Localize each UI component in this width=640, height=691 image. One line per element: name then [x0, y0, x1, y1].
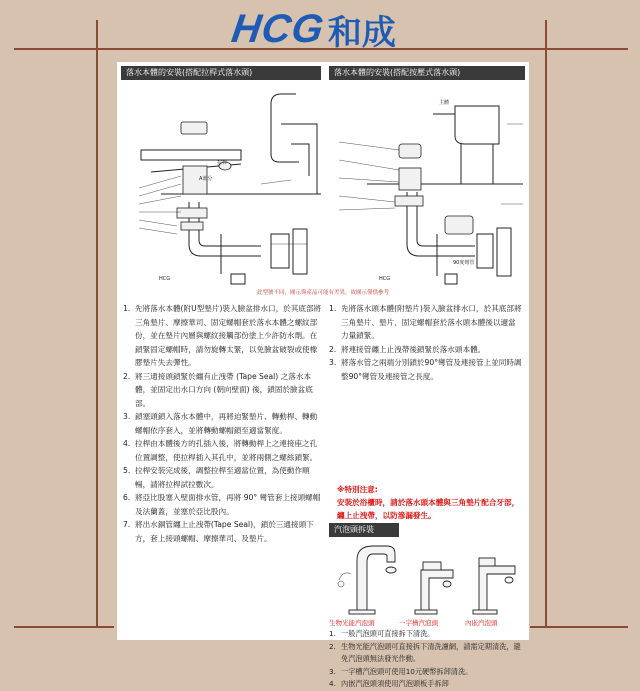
right-section-header: 落水本體的安裝(搭配按壓式落水頭) — [329, 66, 525, 80]
left-install-steps — [123, 302, 323, 545]
step-text: 將出水銅管纏上止洩帶(Tape Seal)，鎖於三通接頭下方，套上接頭螺帽、摩擦華司、及墊片。 — [135, 520, 314, 543]
brand-logo — [228, 6, 396, 53]
left-step-5 — [123, 464, 323, 491]
step-text: 拉桿安裝完成後，調整拉桿至適當位置，為使動作順暢，請將拉桿試拉數次。 — [135, 466, 310, 489]
step-text: 生物光能汽泡頭可直接拆下清洗濾網，請需定期清洗，避免汽泡頭無法發光作動。 — [341, 641, 521, 663]
left-step-3 — [123, 410, 323, 437]
left-step-4 — [123, 437, 323, 464]
right-step-2 — [329, 343, 523, 357]
step-number: 3. — [123, 412, 131, 421]
step-text: 一字槽汽泡頭可使用10元硬幣拆卸清洗。 — [341, 666, 473, 676]
step-text: 內嵌汽泡頭須使用汽泡頭板手拆卸 — [341, 679, 449, 688]
step-number: 2. — [329, 641, 336, 651]
right-step-3 — [329, 356, 523, 383]
left-step-2 — [123, 370, 323, 411]
step-text: 一般汽泡頭可直接拆下清洗。 — [341, 629, 435, 638]
step-text: 將落水管之兩端分別鎖於90°彎管及連接管上並同時調整90°彎管及連接管之長度。 — [341, 358, 522, 381]
aerator-label-bio: 生物光能汽泡頭 — [329, 619, 375, 627]
lift-rod-drain-diagram — [121, 84, 325, 286]
decor-line-bottom-left — [14, 626, 114, 628]
left-section-header: 落水本體的安裝(搭配拉桿式落水頭) — [121, 66, 321, 80]
label-lift-rod: 拉桿 — [217, 160, 228, 166]
step-number: 1. — [329, 629, 336, 638]
decor-line-right-vertical — [545, 20, 547, 628]
brand-logo-latin: HCG — [228, 6, 328, 51]
decor-line-left-vertical — [96, 20, 98, 628]
step-number: 2. — [329, 344, 337, 354]
label-brand-right: HCG — [379, 276, 391, 282]
step-number: 2. — [123, 371, 131, 381]
label-main-body: 主體 — [439, 100, 450, 106]
label-brand-left: HCG — [159, 276, 171, 282]
right-install-steps — [329, 302, 523, 383]
step-number: 7. — [123, 520, 131, 529]
step-number: 3. — [329, 666, 336, 676]
aerator-steps — [329, 628, 523, 691]
step-number: 3. — [329, 358, 337, 367]
brand-logo-cjk: 和成 — [327, 12, 396, 53]
right-step-1 — [329, 302, 523, 343]
left-step-7 — [123, 518, 323, 545]
decor-line-bottom-right — [530, 626, 628, 628]
step-text: 先將落水本體(附U型墊片)裝入臉盆排水口，於其底部將三角墊片、摩擦華司、固定螺帽套於落水本體之螺紋部份，並在墊片內層與螺紋接觸部份塗上少許防水劑。在鎖緊固定螺帽時，請勿旋轉太緊，以免臉盆破裂或使橡膠墊片失去彈性。 — [135, 304, 322, 367]
aerator-step-3 — [329, 666, 523, 679]
step-number: 5. — [123, 466, 131, 475]
step-number: 4. — [123, 439, 131, 448]
left-step-1 — [123, 302, 323, 370]
step-text: 鎖塞頭鎖入落水本體中，再將迫緊墊片、轉動桿、轉動螺帽依序套入，並將轉動螺帽鎖至適當緊度。 — [135, 412, 318, 435]
aerator-section-header: 汽泡頭拆裝 — [329, 523, 399, 537]
left-step-6 — [123, 491, 323, 518]
step-number: 6. — [123, 493, 131, 502]
step-text: 將連接管纏上止洩帶後鎖緊於落水頭本體。 — [341, 344, 486, 354]
label-a-part: A部分 — [199, 176, 213, 182]
aerator-label-embedded: 內嵌汽泡頭 — [465, 619, 498, 627]
diagram-disclaimer: 此型號不同，圖示與產品可能有差異，故圖示僅供參考 — [256, 290, 389, 296]
step-number: 1. — [329, 304, 337, 313]
label-90-elbow: 90度彎管 — [453, 260, 475, 266]
aerator-step-1 — [329, 628, 523, 641]
aerator-faucets-illustration — [329, 540, 525, 618]
aerator-step-4 — [329, 678, 523, 691]
instruction-sheet — [117, 62, 529, 688]
step-text: 先將落水頭本體(附墊片)裝入臉盆排水口，於其底部將三角墊片、墊片、固定螺帽套於落水頭本體後以適當力量鎖緊。 — [341, 304, 522, 340]
step-number: 4. — [329, 679, 336, 688]
aerator-label-slot: 一字槽汽泡頭 — [399, 619, 438, 627]
step-text: 拉桿由本體後方的孔插入後，將轉動桿上之連接座之孔位置調整，使拉桿插入其孔中，並將兩側之螺絲鎖緊。 — [135, 439, 318, 462]
aerator-step-2 — [329, 641, 523, 666]
step-text: 將亞比股塞入壁面排水管，再將 90° 彎管套上接頭螺帽及法蘭蓋，並塞於亞比股內。 — [135, 493, 321, 516]
step-number: 1. — [123, 304, 131, 313]
warning-title: ※特別注意: — [337, 485, 378, 494]
push-drain-diagram — [327, 84, 527, 286]
warning-text: 安裝於浴櫃時，請於落水頭本體與三角墊片配合牙部，纏上止洩帶，以防滲漏發生。 — [337, 498, 520, 520]
step-text: 將三通接頭鎖緊於纏有止洩帶 (Tape Seal) 之落水本體，並固定出水口方向 (朝向壁面) 後，鎖固於臉盆底部。 — [135, 371, 313, 408]
